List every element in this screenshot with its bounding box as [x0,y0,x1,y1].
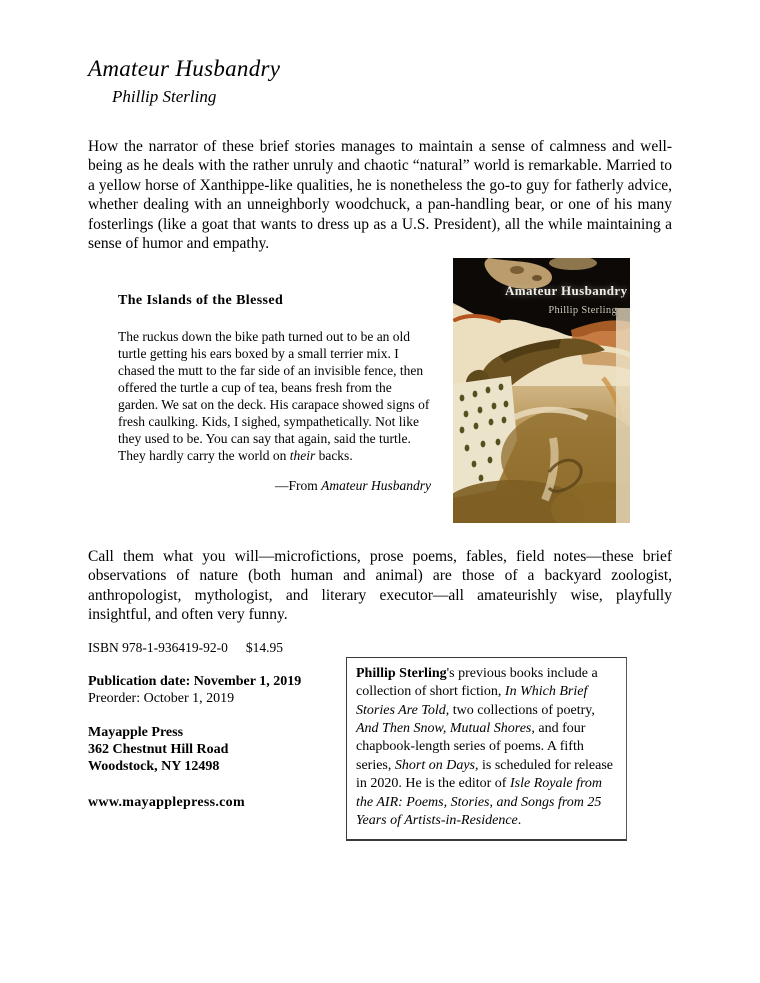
book-author: Phillip Sterling [112,87,217,107]
isbn-number: ISBN 978-1-936419-92-0 [88,639,228,655]
excerpt-block [88,258,453,523]
header-block [88,56,672,108]
book-cover-image [453,258,630,523]
publication-and-bio-row [88,639,672,842]
price: $14.95 [245,639,283,655]
publication-info-block [88,639,346,842]
publisher-street: 362 Chestnut Hill Road [88,741,229,757]
author-bio-box: Phillip Sterling's previous books include a collection of short fiction, In Which Brief Stories Are Told, two collections of poetry, And Then Snow, Mutual Shores, and four chapbook-length series of poems. A fifth series, Short on Days, is scheduled for release in 2020. He is the editor of Isle Royale from the AIR: Poems, Stories, and Songs from 25 Years of Artists-in-Residence. [346,657,627,842]
description-paragraph-2: Call them what you will—microfictions, prose poems, fables, field notes—these brief observations of nature (both human and animal) are those of a backyard zoologist, anthropologist, mythologist, and literary executor—all amateurishly wise, playfully insightful, and often very funny. [88,547,672,624]
excerpt-title: The Islands of the Blessed [118,292,284,308]
excerpt-and-cover-row [88,258,672,523]
description-paragraph-1: How the narrator of these brief stories manages to maintain a sense of calmness and well-being as he deals with the rather unruly and chaotic “natural” world is remarkable. Married to a yellow horse of Xanthippe-like qualities, he is nonetheless the go-to guy for fatherly advice, whether dealing with an unneighborly woodchuck, a pan-handling bear, or one of his many fosterlings (like a goat that wants to dress up as a U.S. President), all the while maintaining a sense of humor and empathy. [88,137,672,253]
dates-block [88,673,346,707]
isbn-line [88,639,346,656]
publisher-address-block [88,724,346,775]
preorder-date: Preorder: October 1, 2019 [88,690,235,706]
publisher-city: Woodstock, NY 12498 [88,758,220,774]
cover-title-text: Amateur Husbandry [505,282,628,298]
book-title: Amateur Husbandry [88,56,281,81]
excerpt-body: The ruckus down the bike path turned out to be an old turtle getting his ears boxed by a small terrier mix. I chased the mutt to the far side of an invisible fence, then offered the turtle a cup of tea, beans fresh from the garden. We sat on the deck. His carapace showed signs of fresh caulking. Kids, I sighed, sympathetically. Not like they used to be. You can say that again, said the turtle. They hardly carry the world on their backs. [118,328,430,463]
publication-date: Publication date: November 1, 2019 [88,673,302,689]
publisher-website: www.mayapplepress.com [88,794,245,810]
excerpt-attribution: —From Amateur Husbandry [274,477,431,493]
publisher-name: Mayapple Press [88,724,184,740]
cover-author-text: Phillip Sterling [548,304,617,316]
